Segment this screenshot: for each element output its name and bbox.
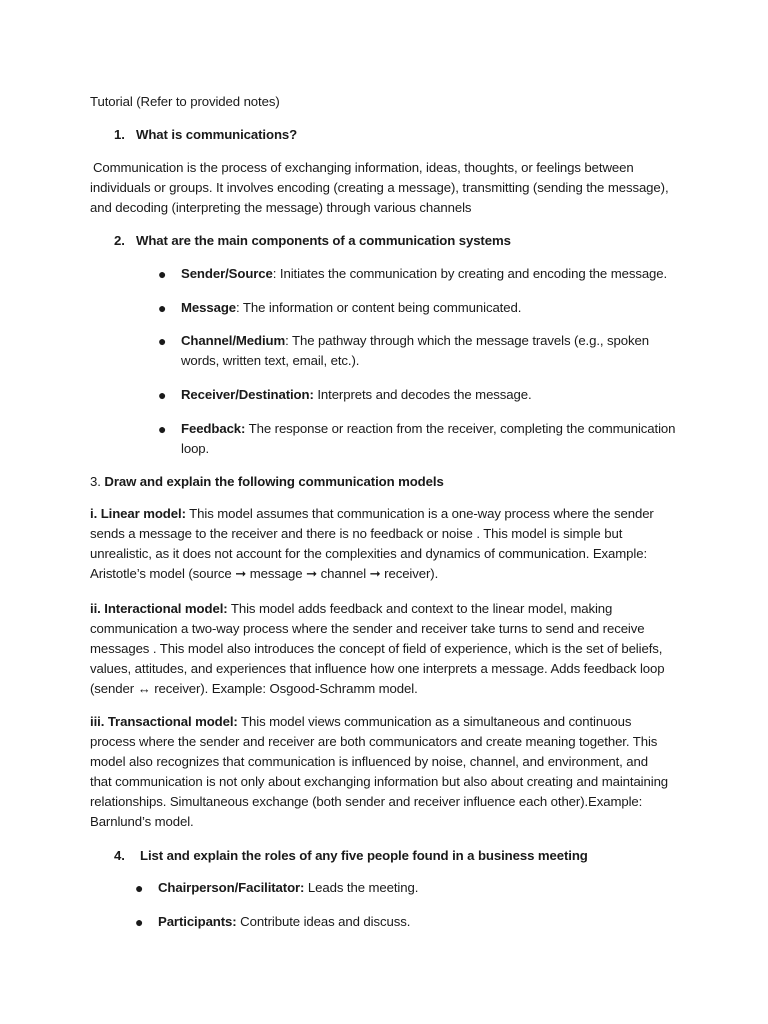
answer-1: Communication is the process of exchanging information, ideas, thoughts, or feelings between individuals or groups. It involves encoding (creating a message), transmitting (sending the message), and decoding (interpreting the message) through various channels — [90, 160, 669, 215]
question-number: 3. — [90, 474, 101, 489]
item-desc: Interprets and decodes the message. — [313, 387, 532, 402]
item-desc: The response or reaction from the receiver, completing the communication loop. — [181, 421, 676, 456]
bullet-icon: ● — [158, 266, 167, 282]
model-linear — [90, 504, 680, 584]
item-sep: : — [236, 300, 240, 315]
item-term: Chairperson/Facilitator: — [158, 880, 305, 895]
tutorial-title: Tutorial (Refer to provided notes) — [90, 94, 280, 109]
item-desc: Initiates the communication by creating and encoding the message. — [276, 266, 668, 281]
model-text: This model assumes that communication is a one-way process where the sender sends a message to the receiver and there is no feedback or noise . This model is simple but unrealistic, as it does not account for the complexities and dynamics of communication. Example: Aristotle’s model (source ➞ message ➞ channel ➞ receiver). — [90, 506, 654, 581]
item-desc: Contribute ideas and discuss. — [236, 914, 411, 929]
question-text: What is communications? — [136, 127, 298, 142]
question-text: What are the main components of a communication systems — [136, 233, 511, 248]
question-number: 1. — [114, 127, 125, 142]
question-number: 2. — [114, 233, 125, 248]
model-text: This model views communication as a simultaneous and continuous process where the sender and receiver are both communicators and create meaning together. This model also recognizes that communication is influenced by noise, channel, and environment, and that communication is not only about exchanging information but also about creating and maintaining relationships. Simultaneous exchange (both sender and receiver influence each other).Example: Barnlund’s model. — [90, 714, 669, 829]
question-number: 4. — [114, 848, 125, 863]
question-3 — [90, 472, 444, 492]
item-sep: : — [285, 333, 289, 348]
bullet-icon: ● — [158, 333, 167, 349]
item-term: Feedback: — [181, 421, 246, 436]
bullet-icon: ● — [158, 387, 167, 403]
model-transactional — [90, 712, 670, 832]
item-term: Sender/Source — [181, 266, 273, 281]
model-text: This model adds feedback and context to the linear model, making communication a two-way process where the sender and receiver take turns to send and receive messages . This model also introduces the concept of field of experience, which is the set of beliefs, values, attitudes, and experiences that influence how one interprets a message. Adds feedback loop (sender ↔ receiver). Example: Osgood-Schramm model. — [90, 601, 665, 696]
item-term: Channel/Medium — [181, 333, 286, 348]
item-desc: Leads the meeting. — [304, 880, 419, 895]
item-term: Message — [181, 300, 237, 315]
model-label: i. Linear model: — [90, 506, 186, 521]
question-text: Draw and explain the following communication models — [104, 474, 444, 489]
item-term: Participants: — [158, 914, 237, 929]
item-sep: : — [272, 266, 277, 281]
item-term: Receiver/Destination: — [181, 387, 314, 402]
bullet-icon: ● — [135, 914, 144, 930]
question-text: List and explain the roles of any five people found in a business meeting — [140, 848, 588, 863]
item-desc: The pathway through which the message travels (e.g., spoken words, written text, email, etc.). — [181, 333, 649, 368]
item-desc: The information or content being communicated. — [239, 300, 522, 315]
model-interactional — [90, 599, 670, 699]
model-label: ii. Interactional model: — [90, 601, 228, 616]
bullet-icon: ● — [158, 421, 167, 437]
bullet-icon: ● — [135, 880, 144, 896]
bullet-icon: ● — [158, 300, 167, 316]
model-label: iii. Transactional model: — [90, 714, 238, 729]
